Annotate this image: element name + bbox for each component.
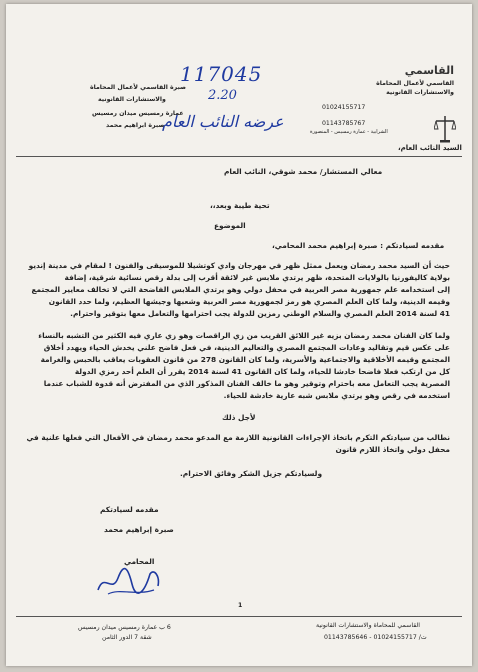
- signoff-label: مقدمه لسيادتكم: [100, 505, 159, 514]
- registration-sub: 2.20: [208, 88, 237, 103]
- registration-number: 117045: [180, 62, 263, 86]
- greeting: تحية طيبة وبعد،،: [210, 201, 270, 210]
- recipient: السيد النائب العام،: [398, 144, 462, 152]
- left-line-2: والاستشارات القانونية: [98, 96, 166, 103]
- scales-of-justice-icon: [434, 114, 456, 144]
- therefore-heading: لأجل ذلك: [222, 413, 256, 422]
- request-line: نطالب من سيادتكم التكرم باتخاذ الإجراءات القانونية اللازمة مع المدعو محمد رمضان في الأفعال التي فعلها علنية في: [26, 433, 450, 442]
- page-number: 1: [238, 602, 243, 609]
- phone-1: 01024155717: [322, 104, 366, 111]
- header-divider: [16, 156, 462, 157]
- footer-brand: القاسمي للمحاماة والاستشارات القانونية: [316, 622, 420, 629]
- para2-line: على عكس قيم وتقاليد وعادات المجتمع المصري والتعاليم الدينية، في فعل فاضح علني يخدش الحياء ويهدد أخلاق: [43, 343, 450, 352]
- left-line-3: عمارة رمسيس ميدان رمسيس: [92, 110, 184, 117]
- footer-divider: [16, 616, 462, 617]
- para2-line: المصرية يجب التعامل معه باحترام وتوقير وهو ما خالف الفنان المذكور الذي من المفترض أنه قدوة للشباب عندما: [43, 379, 450, 388]
- intro-line: مقدمه لسيادتكم : صبرة إبراهيم محمد المحامي،: [272, 241, 445, 250]
- closing-line: ولسيادتكم جزيل الشكر وفائق الاحترام.: [180, 469, 323, 478]
- handwritten-signature: [94, 564, 164, 600]
- para1-line: وقيمه الدينية، ولما كان العلم المصري هو رمز لجمهورية مصر العربية وشعبها وجيشها العظيم، ولما حدد القانون: [48, 297, 450, 306]
- para1-line: 41 لسنة 2014 العلم المصري والسلام الوطني رمزين للدولة يجب احترامها والتعامل معها بتوقير واحترام.: [70, 309, 450, 318]
- subject-heading: الموضوع: [214, 221, 246, 230]
- left-line-4: صبرة ابراهيم محمد: [106, 122, 165, 129]
- para2-line: استخدمه في رقص وهو يرتدي ملابس شبه عارية خادشة للحياء.: [223, 391, 450, 400]
- signoff-name: صبرة إبراهيم محمد: [104, 525, 174, 534]
- request-line: محفل دولي واتخاذ اللازم قانون: [335, 445, 450, 454]
- salutation: معالي المستشار/ محمد شوقي، النائب العام: [224, 167, 383, 176]
- para1-line: إلى استخدامه علم جمهورية مصر العربية في محفل دولي وهو يرتدي الملابس الفاضحة التي لا تخالف معايير المجتمع: [31, 285, 450, 294]
- footer-phones: ت/ 01024155717 - 01143785646: [324, 634, 427, 641]
- para1-line: بولاية كاليفورنيا بالولايات المتحدة، ظهر يرتدي ملابس غير لائقة أقرب إلى بدلة رقص نسائية شرقية، إضافة: [64, 273, 450, 282]
- signoff-title: المحامي: [124, 557, 155, 566]
- footer-address-2: شقة 7 الدور الثامن: [102, 634, 152, 641]
- brand-line-1: القاسمي لأعمال المحاماة: [376, 80, 454, 87]
- para2-line: ولما كان الفنان محمد رمضان بزيه غير اللائق القريب من زي الراقصات وهو زي عاري فيه الكثير من التشبه بالنساء: [38, 331, 450, 340]
- address-small: الشرابية - عمارة رمسيس - المنصورة: [310, 129, 388, 135]
- para2-line: المجتمع وقيمه الأخلاقية والاجتماعية والأسرية، ولما كان القانون 278 من قانون العقوبات يعاقب بالحبس والغرامة: [40, 355, 450, 364]
- document-page: [6, 4, 472, 666]
- phone-2: 01143785767: [322, 120, 366, 127]
- handwritten-note: عرضه النائب العام: [162, 112, 284, 131]
- brand-name: القاسمي: [404, 64, 454, 77]
- footer-address-1: 6 ب عمارة رمسيس ميدان رمسيس: [78, 624, 171, 631]
- para1-line: حيث أن السيد محمد رمضان ويعمل ممثل ظهر في مهرجان وادي كوتشيلا للموسيقى والفنون ! لمقام في مدينة إنديو: [28, 261, 450, 270]
- brand-line-2: والاستشارات القانونية: [386, 89, 454, 96]
- left-line-1: صبرة القاسمي لأعمال المحاماة: [90, 84, 187, 91]
- para2-line: كل من ارتكب فعلا فاضحا خادشا للحياء، ولما كان القانون 41 لسنة 2014 يقرر أن العلم أحد رمزي الدولة: [74, 367, 450, 376]
